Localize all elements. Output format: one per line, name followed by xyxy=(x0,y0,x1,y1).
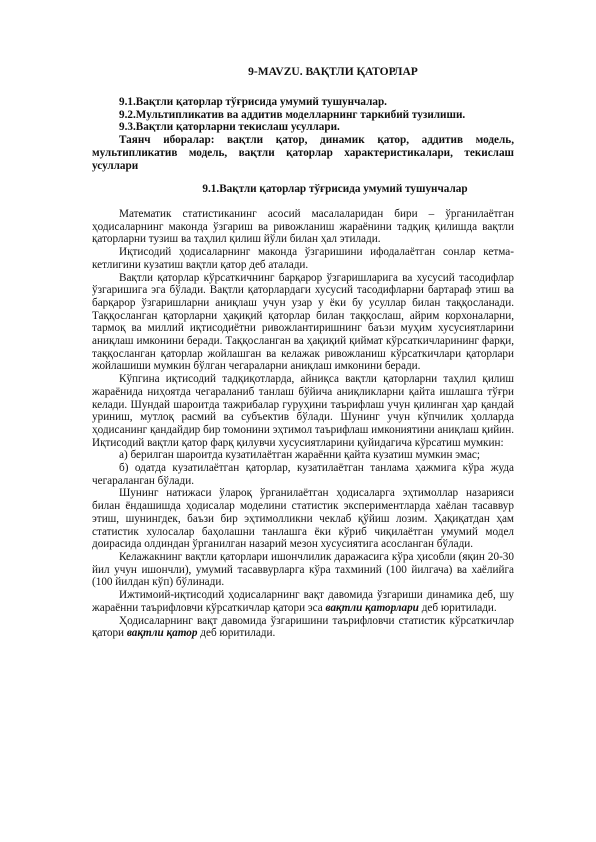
body-text xyxy=(92,208,514,640)
paragraph-10-text: Ҳодисаларнинг вақт давомида ўзгаришини таърифловчи статистик кўрсаткичлар қатори xyxy=(92,614,514,640)
paragraph-9-end: деб юритилади. xyxy=(421,601,497,614)
term-time-series: вақтли қатор xyxy=(126,627,198,640)
paragraph-1: Математик статистиканинг асосий масалаларидан бири – ўрганилаётган ҳодисаларнинг маконда ўзгариш ва ривожланиш жараёнини тадқиқ қилишда вақтли қаторларни тузиш ва таҳлил қилиш йўли билан ҳал этилади. xyxy=(92,208,514,246)
paragraph-10 xyxy=(92,615,514,640)
paragraph-3: Вақтли қаторлар кўрсаткичнинг барқарор ўзгаришларига ва хусусий тасодифлар ўзгаришига эга бўлади. Вақтли қаторлардаги хусусий тасодифларни бартараф этиш ва барқарор ўзгаришларни аниқлаш учун узар у ёки бу усуллар билан таққосланади. Таққосланган қаторларни ҳақиқий қаторлар билан таққослаш, айрим корхоналарни, тармоқ ва миллий иқтисодиётни ривожлантиришнинг баъзи муҳим хусусиятларини аниқлаш имконини беради. Таққосланган ва ҳақиқий қиймат кўрсаткичларининг фарқи, таққосланган қаторлар жойлашган ва келажак ривожланиш кўрсаткичлари қаторлари жойлашиши мумкин бўлган чегараларни аниқлаш имконини беради. xyxy=(92,271,514,373)
section-heading: 9.1.Вақтли қаторлар тўғрисида умумий тушунчалар xyxy=(202,183,468,195)
paragraph-9 xyxy=(92,589,514,614)
plan-item-2: 9.2.Мультипликатив ва аддитив моделларнинг таркибий тузилиши. xyxy=(119,108,466,121)
paragraph-list-b: б) одатда кузатилаётган қаторлар, кузатилаётган танлама ҳажмига кўра жуда чегараланган бўлади. xyxy=(92,462,514,487)
key-terms: Таянч иборалар: вақтли қатор, динамик қатор, аддитив модель, мультипликатив модель, вақтли қаторлар характеристикалари, текислаш усуллари xyxy=(92,134,514,172)
paragraph-7: Шунинг натижаси ўлароқ ўрганилаётган ҳодисаларга эҳтимоллар назарияси билан ёндашишда ҳодисалар моделини статистик экспериментларда хаёлан тасаввур этиш, шунингдек, баъзи бир эҳтимолликни чеклаб қўйиш лозим. Ҳақиқатдан ҳам статистик хулосалар баҳолашни танлашга ёки кўриб чиқилаётган умумий модел доирасида олдиндан ўрганилган назарий мезон хусусиятига асосланган бўлади. xyxy=(92,487,514,551)
paragraph-8: Келажакнинг вақтли қаторлари ишончлилик даражасига кўра ҳисобли (яқин 20-30 йил учун ишончли), умумий тасаввурларга кўра тахминий (100 йилгача) ва хаёлийга (100 йилдан кўп) бўлинади. xyxy=(92,550,514,589)
paragraph-4: Кўпгина иқтисодий тадқиқотларда, айниқса вақтли қаторларни таҳлил қилиш жараёнида ниҳоятда чегараланиб танлаш бўйича аниқликларни қайта ишлашга тўғри келади. Шундай шароитда тажрибалар гуруҳини таърифлаш учун қилинган ҳар қандай уриниш, мутлоқ расмий ва субъектив бўлади. Шунинг учун кўпчилик ҳолларда ҳодисанинг қандайдир бир томонини эҳтимол таърифлаш имкониятини аниқлаш қийин. Иқтисодий вақтли қатор фарқ қилувчи хусусиятларини қуйидагича кўрсатиш мумкин: xyxy=(92,373,514,449)
page-title: 9-MAVZU. ВАҚТЛИ ҚАТОРЛАР xyxy=(248,66,418,78)
paragraph-list-a: а) берилган шароитда кузатилаётган жараённи қайта кузатиш мумкин эмас; xyxy=(119,449,480,462)
topic-plan xyxy=(92,96,514,172)
plan-item-1: 9.1.Вақтли қаторлар тўғрисида умумий тушунчалар. xyxy=(119,96,387,108)
paragraph-10-end: деб юритилади. xyxy=(200,627,276,640)
paragraph-9-text: Ижтимоий-иқтисодий ҳодисаларнинг вақт давомида ўзгариши динамика деб, шу жараённи таърифловчи кўрсаткичлар қатори эса xyxy=(92,589,514,614)
plan-item-3: 9.3.Вақтли қаторларни текислаш усуллари. xyxy=(119,121,340,134)
term-dynamic-series: вақтли қаторлари xyxy=(325,601,419,614)
paragraph-2: Иқтисодий ҳодисаларнинг маконда ўзгаришини ифодалаётган сонлар кетма-кетлигини кузатиш вақтли қатор деб аталади. xyxy=(92,246,514,271)
